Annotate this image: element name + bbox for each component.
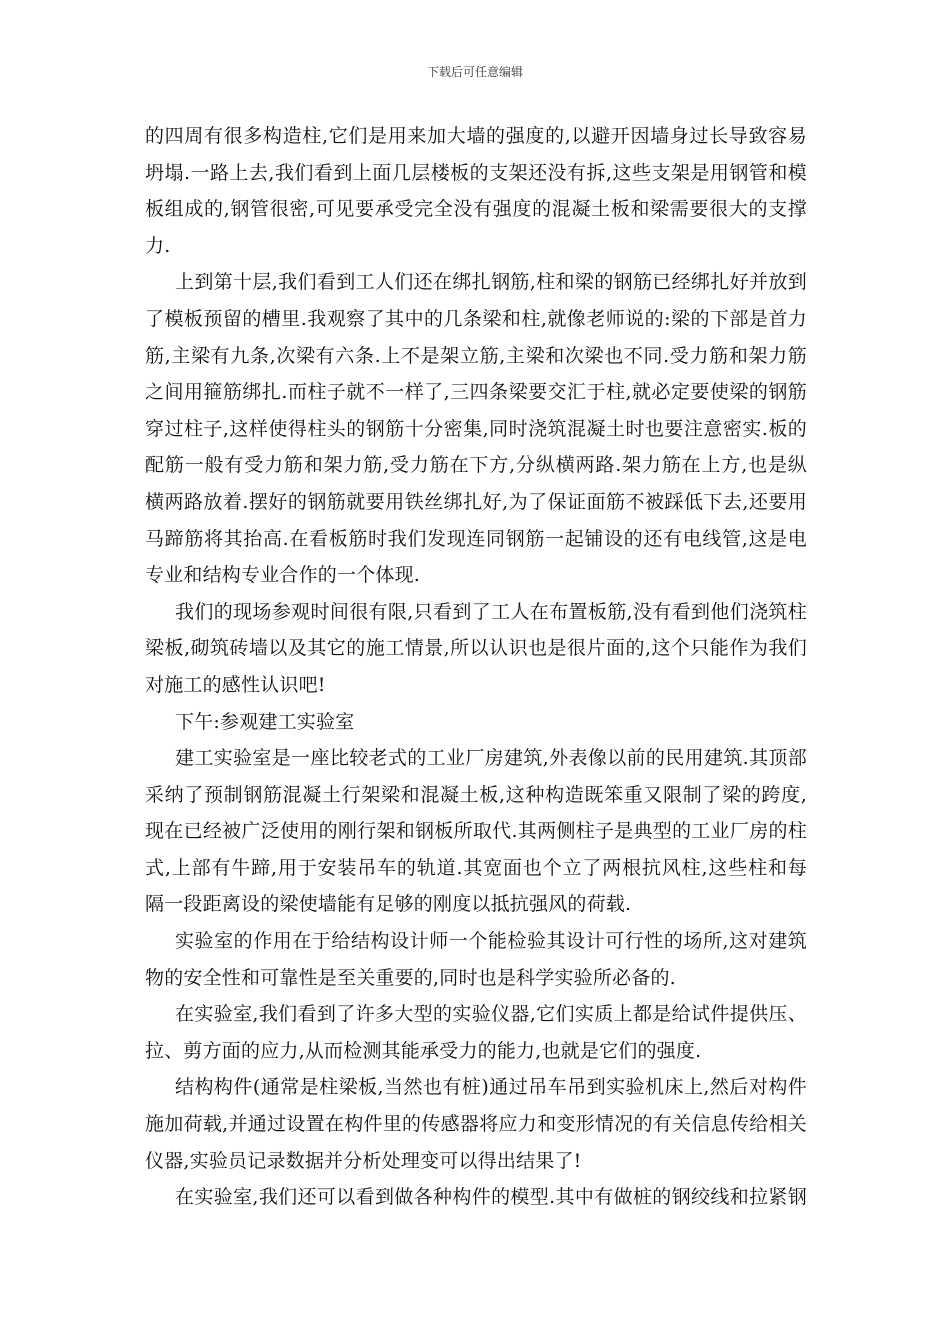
text-line: 物的安全性和可靠性是至关重要的,同时也是科学实验所必备的.	[145, 966, 676, 989]
document-body	[145, 118, 807, 1216]
text-line: 上到第十层,我们看到工人们还在绑扎钢筋,柱和梁的钢筋已经绑扎好并放到	[175, 271, 807, 294]
text-line: 马蹄筋将其抬高.在看板筋时我们发现连同钢筋一起铺设的还有电线管,这是电	[145, 527, 807, 550]
page-header: 下载后可任意编辑	[426, 65, 523, 79]
text-line: 现在已经被广泛使用的刚行架和钢板所取代.其两侧柱子是典型的工业厂房的柱	[145, 820, 807, 843]
text-line: 之间用箍筋绑扎.而柱子就不一样了,三四条梁要交汇于柱,就必定要使梁的钢筋	[145, 381, 807, 404]
text-line: 穿过柱子,这样使得柱头的钢筋十分密集,同时浇筑混凝土时也要注意密实.板的	[145, 417, 807, 440]
text-line: 了模板预留的槽里.我观察了其中的几条梁和柱,就像老师说的:梁的下部是首力	[145, 307, 807, 330]
text-line: 隔一段距离设的梁使墙能有足够的刚度以抵抗强风的荷载.	[145, 893, 632, 916]
text-line: 采纳了预制钢筋混凝土行架梁和混凝土板,这种构造既笨重又限制了梁的跨度,	[145, 783, 807, 806]
text-line: 实验室的作用在于给结构设计师一个能检验其设计可行性的场所,这对建筑	[175, 930, 807, 953]
text-line: 建工实验室是一座比较老式的工业厂房建筑,外表像以前的民用建筑.其顶部	[175, 747, 807, 770]
text-line: 板组成的,钢管很密,可见要承受完全没有强度的混凝土板和梁需要很大的支撑	[145, 198, 807, 221]
text-line: 在实验室,我们还可以看到做各种构件的模型.其中有做桩的钢绞线和拉紧钢	[175, 1186, 807, 1209]
text-line: 拉、剪方面的应力,从而检测其能承受力的能力,也就是它们的强度.	[145, 1039, 702, 1062]
text-line: 下午:参观建工实验室	[175, 710, 355, 733]
text-line: 结构构件(通常是柱梁板,当然也有桩)通过吊车吊到实验机床上,然后对构件	[175, 1076, 807, 1099]
text-line: 筋,主梁有九条,次梁有六条.上不是架立筋,主梁和次梁也不同.受力筋和架力筋	[145, 344, 807, 367]
text-line: 横两路放着.摆好的钢筋就要用铁丝绑扎好,为了保证面筋不被踩低下去,还要用	[145, 490, 807, 513]
text-line: 的四周有很多构造柱,它们是用来加大墙的强度的,以避开因墙身过长导致容易	[145, 125, 807, 147]
text-line: 坍塌.一路上去,我们看到上面几层楼板的支架还没有拆,这些支架是用钢管和模	[145, 161, 807, 184]
text-line: 仪器,实验员记录数据并分析处理变可以得出结果了!	[145, 1149, 582, 1172]
text-line: 我们的现场参观时间很有限,只看到了工人在布置板筋,没有看到他们浇筑柱	[175, 600, 807, 623]
text-line: 梁板,砌筑砖墙以及其它的施工情景,所以认识也是很片面的,这个只能作为我们	[145, 637, 807, 660]
text-line: 在实验室,我们看到了许多大型的实验仪器,它们实质上都是给试件提供压、	[175, 1003, 807, 1026]
text-line: 对施工的感性认识吧!	[145, 673, 326, 696]
text-line: 专业和结构专业合作的一个体现.	[145, 564, 421, 587]
text-line: 施加荷载,并通过设置在构件里的传感器将应力和变形情况的有关信息传给相关	[145, 1113, 807, 1136]
text-line: 力.	[145, 234, 171, 257]
text-line: 配筋一般有受力筋和架力筋,受力筋在下方,分纵横两路.架力筋在上方,也是纵	[145, 454, 807, 477]
text-line: 式,上部有牛蹄,用于安装吊车的轨道.其宽面也个立了两根抗风柱,这些柱和每	[145, 856, 807, 879]
